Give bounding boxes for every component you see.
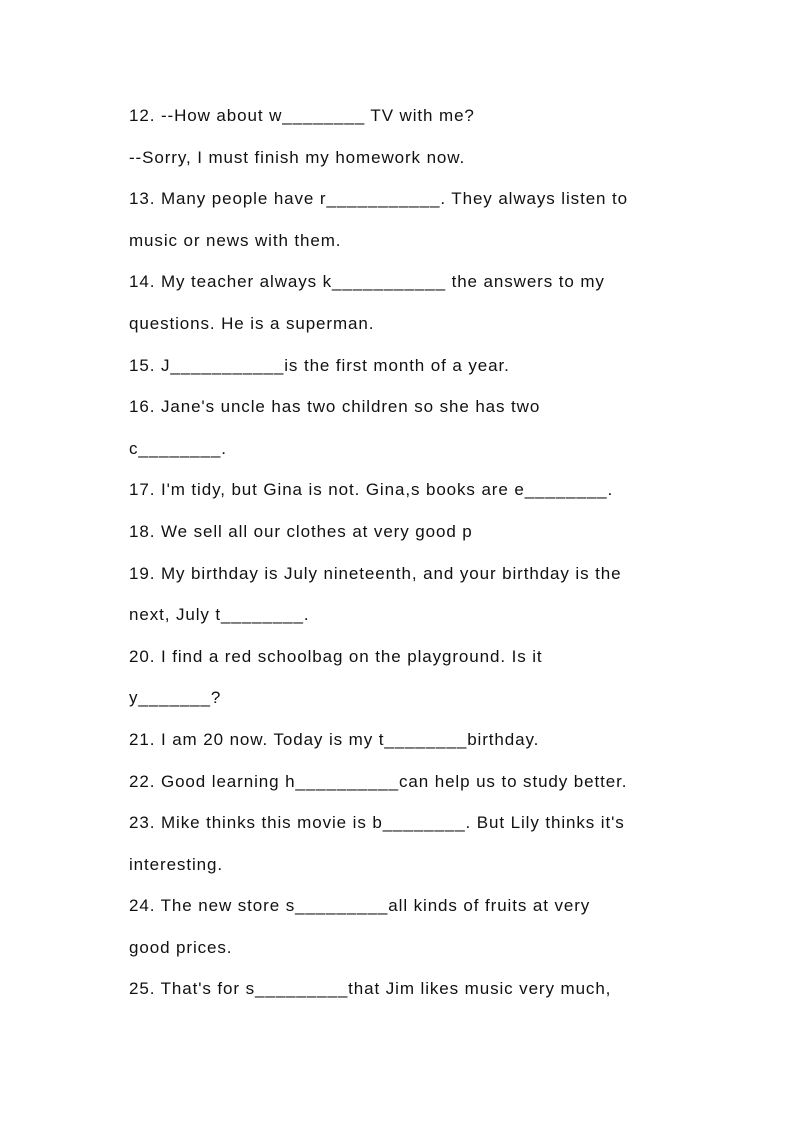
text-line: 12. --How about w________ TV with me? — [129, 106, 475, 125]
text-line: y_______? — [129, 688, 222, 708]
text-line: 15. J___________is the first month of a year. — [129, 355, 510, 375]
text-line: 21. I am 20 now. Today is my t________birthday. — [129, 729, 540, 749]
text-line: 13. Many people have r___________. They always listen to — [129, 189, 628, 209]
text-line: 17. I'm tidy, but Gina is not. Gina,s books are e________. — [129, 480, 614, 500]
text-line: 18. We sell all our clothes at very good p — [129, 521, 473, 541]
exercise-text — [129, 104, 689, 1019]
text-line: good prices. — [129, 937, 233, 957]
text-line: --Sorry, I must finish my homework now. — [129, 147, 466, 167]
text-line: music or news with them. — [129, 230, 342, 250]
text-line: questions. He is a superman. — [129, 313, 375, 333]
text-line: 16. Jane's uncle has two children so she has two — [129, 397, 541, 417]
text-line: 20. I find a red schoolbag on the playground. Is it — [129, 646, 543, 666]
text-line: c________. — [129, 438, 227, 458]
text-line: 14. My teacher always k___________ the answers to my — [129, 272, 605, 292]
text-line: 23. Mike thinks this movie is b________. But Lily thinks it's — [129, 813, 625, 833]
text-line: 24. The new store s_________all kinds of fruits at very — [129, 896, 591, 916]
text-line: next, July t________. — [129, 605, 310, 625]
text-line: 19. My birthday is July nineteenth, and your birthday is the — [129, 563, 622, 583]
text-line: interesting. — [129, 854, 223, 874]
text-line: 22. Good learning h__________can help us to study better. — [129, 771, 628, 791]
text-line: 25. That's for s_________that Jim likes music very much, — [129, 979, 612, 999]
